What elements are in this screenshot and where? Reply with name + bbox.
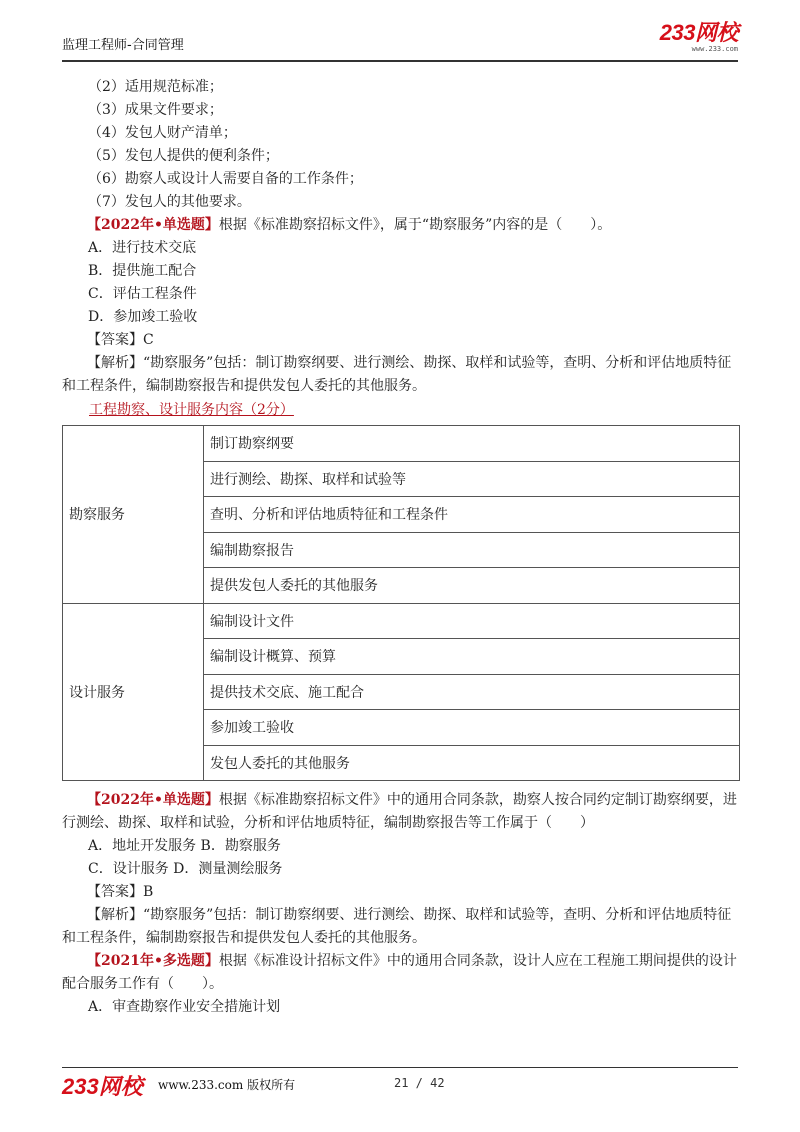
category-survey: 勘察服务 — [63, 426, 204, 604]
page-footer — [62, 1070, 738, 1100]
list-item: （7）发包人的其他要求。 — [88, 194, 251, 210]
table-cell: 提供技术交底、施工配合 — [204, 674, 740, 710]
page-number: 21 / 42 — [394, 1076, 445, 1090]
question-tag: 【2022年•单选题】 — [87, 792, 219, 808]
list-item: （4）发包人财产清单； — [88, 125, 237, 141]
table-row — [63, 603, 740, 639]
requirements-list — [62, 76, 738, 214]
option: C．评估工程条件 — [88, 286, 197, 302]
copyright-text: www.233.com 版权所有 — [158, 1078, 296, 1092]
category-design: 设计服务 — [63, 603, 204, 781]
table-title: 工程勘察、设计服务内容（2分） — [89, 402, 294, 418]
answer: 【答案】B — [87, 884, 154, 900]
option: D．参加竣工验收 — [88, 309, 198, 325]
document-title: 监理工程师-合同管理 — [62, 38, 184, 53]
table-cell: 制订勘察纲要 — [204, 426, 740, 462]
table-cell: 查明、分析和评估地质特征和工程条件 — [204, 497, 740, 533]
question-tag: 【2022年•单选题】 — [87, 217, 219, 233]
logo-url: www.233.com — [691, 45, 738, 53]
logo-text: 233网校 — [659, 20, 738, 45]
answer: 【答案】C — [87, 332, 154, 348]
analysis: 【解析】“勘察服务”包括：制订勘察纲要、进行测绘、勘探、取样和试验等，查明、分析和评估地质特征和工程条件，编制勘察报告和提供发包人委托的其他服务。 — [62, 907, 732, 946]
table-cell: 提供发包人委托的其他服务 — [204, 568, 740, 604]
question-1 — [62, 214, 738, 398]
table-cell: 发包人委托的其他服务 — [204, 745, 740, 781]
question-3 — [62, 950, 738, 1019]
question-tag: 【2021年•多选题】 — [87, 953, 219, 969]
list-item: （2）适用规范标准； — [88, 79, 223, 95]
table-cell: 编制设计概算、预算 — [204, 639, 740, 675]
list-item: （5）发包人提供的便利条件； — [88, 148, 279, 164]
table-cell: 编制设计文件 — [204, 603, 740, 639]
option: A．进行技术交底 — [88, 240, 197, 256]
question-2 — [62, 789, 738, 950]
brand-logo[interactable] — [660, 22, 738, 53]
question-text: 根据《标准勘察招标文件》中的通用合同条款，勘察人按合同约定制订勘察纲要，进行测绘、勘探、取样和试验，分析和评估地质特征，编制勘察报告等工作属于（ ） — [62, 792, 737, 831]
table-row — [63, 426, 740, 462]
option-line: A．地址开发服务 B．勘察服务 — [88, 838, 281, 854]
page-content — [62, 76, 738, 1019]
service-table — [62, 425, 740, 781]
table-cell: 编制勘察报告 — [204, 532, 740, 568]
table-cell: 参加竣工验收 — [204, 710, 740, 746]
footer-logo[interactable]: 233网校 — [62, 1074, 143, 1099]
footer-divider — [62, 1067, 738, 1068]
header-divider — [62, 60, 738, 62]
list-item: （6）勘察人或设计人需要自备的工作条件； — [88, 171, 363, 187]
option: A．审查勘察作业安全措施计划 — [88, 999, 281, 1015]
question-stem — [62, 214, 738, 237]
table-cell: 进行测绘、勘探、取样和试验等 — [204, 461, 740, 497]
list-item: （3）成果文件要求； — [88, 102, 223, 118]
question-text: 根据《标准勘察招标文件》，属于“勘察服务”内容的是（ ）。 — [218, 217, 612, 233]
question-stem — [62, 950, 738, 996]
question-stem — [62, 789, 738, 835]
question-text: 根据《标准设计招标文件》中的通用合同条款，设计人应在工程施工期间提供的设计配合服务工作有（ ）。 — [62, 953, 737, 992]
option: B．提供施工配合 — [88, 263, 197, 279]
option-line: C．设计服务 D．测量测绘服务 — [88, 861, 283, 877]
page-header — [62, 22, 738, 62]
analysis: 【解析】“勘察服务”包括：制订勘察纲要、进行测绘、勘探、取样和试验等，查明、分析和评估地质特征和工程条件，编制勘察报告和提供发包人委托的其他服务。 — [62, 355, 732, 394]
